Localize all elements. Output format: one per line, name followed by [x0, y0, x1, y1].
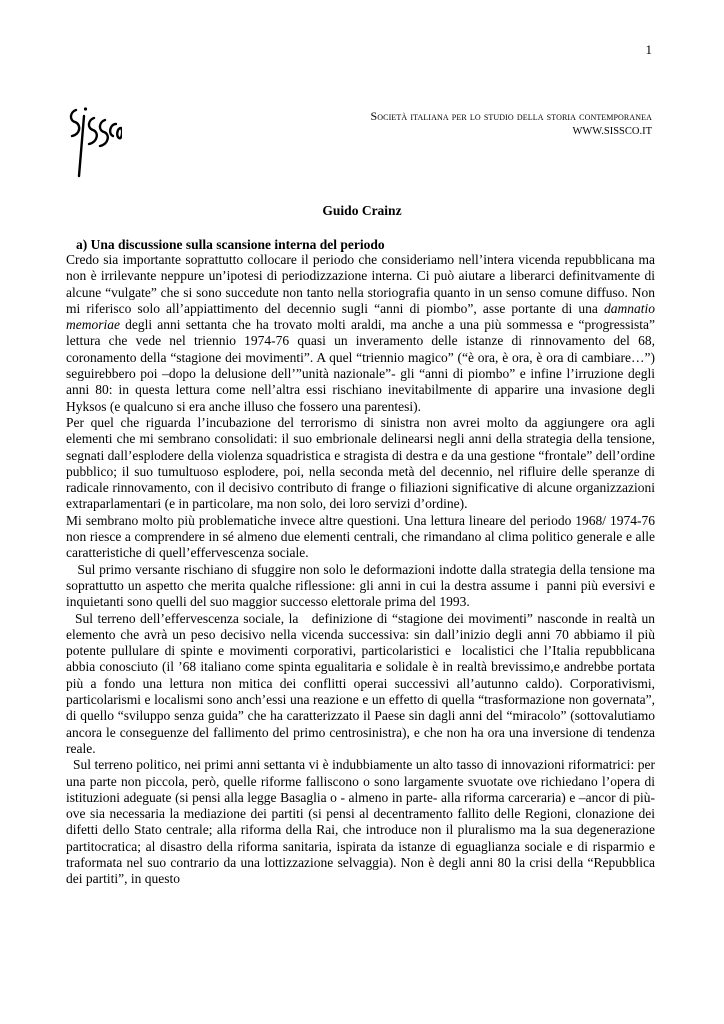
page-number: 1: [645, 42, 652, 57]
society-header: [371, 108, 652, 140]
paragraph-1: Credo sia importante soprattutto collocare il periodo che consideriamo nell’intera vicenda repubblicana ma non è irrilevante neppure un’ipotesi di periodizzazione interna. Ci può aiutare a liberarci definitvamente di alcune “vulgate” che si sono succedute non tanto nella storiografia quanto in un senso comune diffuso. Non mi riferisco solo all’appiattimento del decennio sugli “anni di piombo”, asse portante di una damnatio memoriae degli anni settanta che ha trovato molti araldi, ma anche a una più sommessa e “progressista” lettura che vede nel triennio 1974-76 quasi un inveramento delle istanze di rinnovamento del 68, coronamento della “stagione dei movimenti”. A quel “triennio magico” (“è ora, è ora, è ora di cambiare…”) seguirebbero poi –dopo la delusione dell’”unità nazionale”- gli “anni di piombo” e infine l’irruzione degli anni 80: in questa lettura come nell’altra essi rischiano inevitabilmente di apparire una invasione degli Hyksos (e qualcuno si era anche illuso che fossero una parentesi).: [66, 252, 655, 414]
society-name: Società italiana per lo studio della storia contemporanea: [370, 109, 652, 123]
paragraph-2: Per quel che riguarda l’incubazione del terrorismo di sinistra non avrei molto da aggiungere ora agli elementi che mi sembrano consolidati: il suo embrionale delinearsi negli anni della strategia della tensione, segnati dall’esplodere della violenza squadristica e stragista di destra e da una gestione “frontale” dell’ordine pubblico; il suo tumultuoso esplodere, poi, nella seconda metà del decennio, nel rifluire delle speranze di radicale rinnovamento, con il decisivo contributo di frange o filiazioni significative di alcune organizzazioni extraparlamentari (e in particolare, ma non solo, dei loro servizi d’ordine).: [66, 414, 655, 512]
paragraph-5: Sul terreno dell’effervescenza sociale, la definizione di “stagione dei movimenti” nasconde in realtà un elemento che avrà un peso decisivo nella vicenda successiva: sin dall’inizio degli anni 70 abbiamo il più potente pullulare di spinte e movimenti corporativi, particolaristici e localistici che l’Italia repubblicana abbia conosciuto (il ’68 italiano come spinta egualitaria e solidale è in realtà brevissimo,e andrebbe portata più a fondo una lettura non mitica dei conflitti operai successivi all’autunno caldo). Corporativismi, particolarismi e localismi sono anch’essi una reazione e un effetto di quella “trasformazione non governata”, di quello “sviluppo senza guida” che ha caratterizzato il Paese sin dagli anni del “miracolo” (sottovalutiamo ancora le conseguenze del fallimento del primo centrosinistra), e che non ha ora una inversione di tendenza reale.: [66, 610, 659, 756]
society-website: WWW.SISSCO.IT: [572, 126, 652, 137]
paragraph-6: Sul terreno politico, nei primi anni settanta vi è indubbiamente un alto tasso di innovazioni riformatrici: per una parte non piccola, però, quelle riforme falliscono o sono largamente svuotate ove richiedano l’opera di istituzioni adeguate (si pensi alla legge Basaglia o - almeno in parte- alla riforma carceraria) e –ancor di più- ove sia necessaria la mediazione dei partiti (si pensi al decentramento fallito delle Regioni, clonazione dei difetti dello Stato centrale; alla riforma della Rai, che introduce non il pluralismo ma la sua degenerazione partitocratica; al disastro della riforma sanitaria, ispirata da istanze di eguaglianza sociale e di risparmio e traformata nel suo contrario da una lottizzazione selvaggia). Non è degli anni 80 la crisi della “Repubblica dei partiti”, in questo: [66, 757, 659, 887]
section-heading: a) Una discussione sulla scansione interna del periodo: [76, 237, 385, 252]
sissco-logo: [66, 102, 122, 182]
author-name: Guido Crainz: [322, 203, 402, 218]
latin-phrase: damnatio memoriae: [66, 300, 655, 333]
paragraph-4: Sul primo versante rischiano di sfuggire non solo le deformazioni indotte dalla strategia della tensione ma soprattutto un aspetto che merita qualche riflessione: gli anni in cui la destra assume i panni più eversivi e inquietanti sono quelli del suo maggior successo elettorale prima del 1993.: [66, 561, 659, 610]
paragraph-3: Mi sembrano molto più problematiche invece altre questioni. Una lettura lineare del periodo 1968/ 1974-76 non riesce a comprendere in sé almeno due elementi centrali, che rimandano al clima politico generale e alle caratteristiche di quell’effervescenza sociale.: [66, 512, 655, 561]
body-text: [66, 252, 659, 888]
